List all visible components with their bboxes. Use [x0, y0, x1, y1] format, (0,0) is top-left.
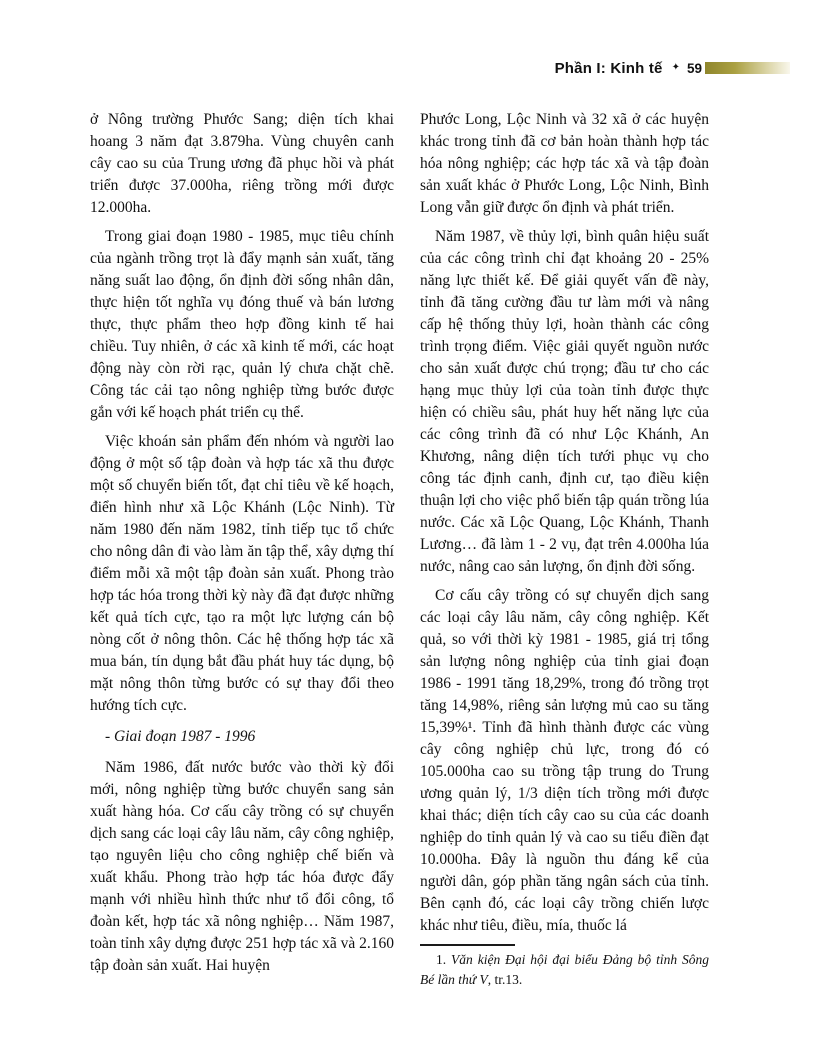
footnote — [420, 944, 709, 989]
paragraph: Cơ cấu cây trồng có sự chuyển dịch sang các loại cây lâu năm, cây công nghiệp. Kết quả, so với thời kỳ 1981 - 1985, giá trị tổng sản lượng nông nghiệp của tỉnh giai đoạn 1986 - 1991 tăng 18,29%, trong đó trồng trọt tăng 14,98%, riêng sản lượng mủ cao su tăng 15,39%¹. Tỉnh đã hình thành được các vùng cây công nghiệp chủ lực, trong đó có 105.000ha cao su trồng tập trung do Trung ương quản lý, 1/3 diện tích trồng mới được khai thác; diện tích cây cao su của các doanh nghiệp do tỉnh quản lý và cao su tiểu điền đạt 10.000ha. Đây là nguồn thu đáng kể của người dân, góp phần tăng ngân sách của tỉnh. Bên cạnh đó, các loại cây trồng chiến lược khác như tiêu, điều, mía, thuốc lá — [420, 587, 709, 934]
left-column — [90, 109, 394, 989]
paragraph-continuation: Phước Long, Lộc Ninh và 32 xã ở các huyện khác trong tỉnh đã cơ bản hoàn thành hợp tác hóa nông nghiệp; các hợp tác xã và tập đoàn sản xuất khác ở Phước Long, Lộc Ninh, Bình Long vẫn giữ được ổn định và phát triển. — [420, 111, 709, 216]
diamond-icon: ✦ — [671, 62, 680, 73]
paragraph-continuation: ở Nông trường Phước Sang; diện tích khai hoang 3 năm đạt 3.879ha. Vùng chuyên canh cây cao su của Trung ương đã phục hồi và phát triển được 37.000ha, riêng trồng mới được 12.000ha. — [90, 111, 394, 216]
paragraph: Trong giai đoạn 1980 - 1985, mục tiêu chính của ngành trồng trọt là đẩy mạnh sản xuất, tăng năng suất lao động, ổn định đời sống nhân dân, thực hiện tốt nghĩa vụ đóng thuế và bán lương thực, thực phẩm theo hợp đồng kinh tế hai chiều. Tuy nhiên, ở các xã kinh tế mới, các hoạt động này còn rời rạc, quản lý chưa chặt chẽ. Công tác cải tạo nông nghiệp từng bước được gắn với kế hoạch phát triển cụ thể. — [90, 228, 394, 421]
footnote-marker: 1. — [436, 952, 452, 967]
paragraph: Năm 1987, về thủy lợi, bình quân hiệu suất của các công trình chỉ đạt khoảng 20 - 25% năng lực thiết kế. Để giải quyết vấn đề này, tỉnh đã tăng cường đầu tư làm mới và nâng cấp hệ thống thủy lợi, hoàn thành các công trình trọng điểm. Việc giải quyết nguồn nước cho sản xuất được chú trọng; đầu tư cho các hạng mục thủy lợi của toàn tỉnh được thực hiện có chiều sâu, phát huy hết năng lực của các công trình đã có như Lộc Khánh, An Khương, nâng diện tích tưới phục vụ cho công tác định canh, định cư, tạo điều kiện thuận lợi cho việc phổ biến tập quán trồng lúa nước. Các xã Lộc Quang, Lộc Khánh, Thanh Lương… đã làm 1 - 2 vụ, đạt trên 4.000ha lúa nước, nâng cao sản lượng, ổn định đời sống. — [420, 228, 709, 575]
header-gradient-bar — [705, 62, 790, 74]
footnote-text — [420, 950, 709, 989]
footnote-page-ref: , tr.13. — [487, 971, 523, 987]
footnote-rule — [420, 944, 515, 946]
page-number: 59 — [686, 60, 702, 76]
page-header — [0, 59, 790, 77]
subsection-heading: - Giai đoạn 1987 - 1996 — [105, 728, 256, 745]
paragraph: Việc khoán sản phẩm đến nhóm và người lao động ở một số tập đoàn và hợp tác xã thu được một số chuyển biến tốt, đạt chỉ tiêu về kế hoạch, điển hình như xã Lộc Khánh (Lộc Ninh). Từ năm 1980 đến năm 1982, tỉnh tiếp tục tổ chức cho nông dân đi vào làm ăn tập thể, xây dựng thí điểm mỗi xã một tập đoàn sản xuất. Phong trào hợp tác hóa trong thời kỳ này đã đạt được những kết quả tích cực, tạo ra một lực lượng cán bộ nòng cốt ở nông thôn. Các hệ thống hợp tác xã mua bán, tín dụng bắt đầu phát huy tác dụng, bộ mặt nông thôn từng bước có sự thay đổi theo hướng tích cực. — [90, 433, 394, 714]
header-section-title: Phần I: Kinh tế — [554, 59, 663, 77]
paragraph: Năm 1986, đất nước bước vào thời kỳ đổi mới, nông nghiệp từng bước chuyển sang sản xuất hàng hóa. Cơ cấu cây trồng có sự chuyển dịch sang các loại cây lâu năm, cây công nghiệp, tạo nguyên liệu cho công nghiệp chế biến và xuất khẩu. Phong trào hợp tác hóa được đẩy mạnh với nhiều hình thức như tổ đổi công, tổ đoàn kết, hợp tác xã nông nghiệp… Năm 1987, toàn tỉnh xây dựng được 251 hợp tác xã và 2.160 tập đoàn sản xuất. Hai huyện — [90, 759, 394, 974]
two-column-text — [90, 109, 709, 989]
right-column — [420, 109, 709, 989]
footnote-source-title: Văn kiện Đại hội đại biểu Đảng bộ tỉnh Sông Bé lần thứ V — [420, 952, 709, 987]
